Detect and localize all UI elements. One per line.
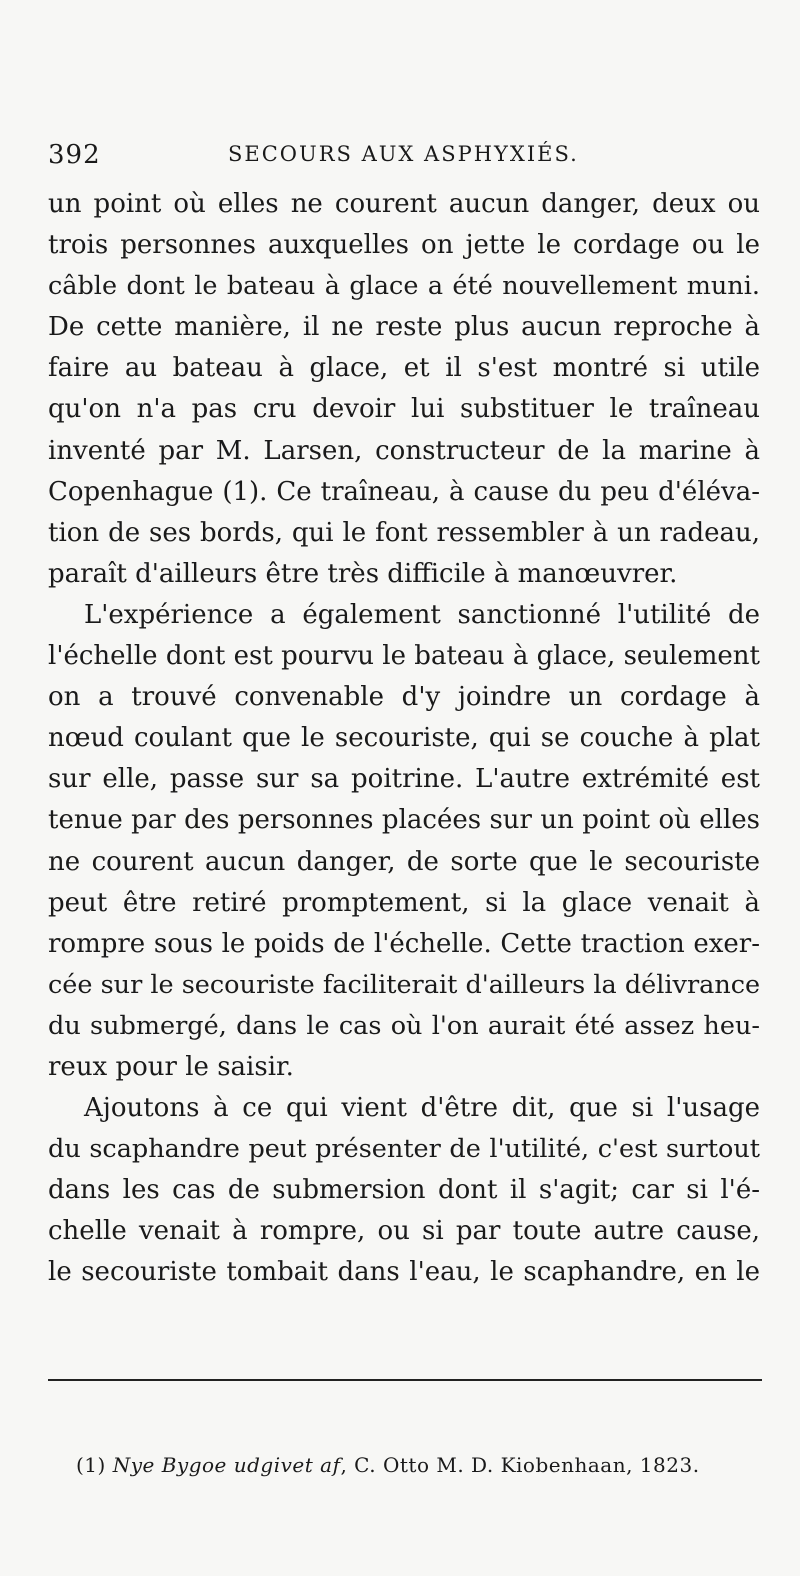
text-line: inventé par M. Larsen, constructeur de la marine à: [48, 435, 760, 466]
footnote-marker: (1): [76, 1453, 106, 1477]
text-line: nœud coulant que le secouriste, qui se couche à plat: [48, 723, 760, 754]
text-line: du submergé, dans le cas où l'on aurait été assez heu-: [48, 1010, 760, 1041]
text-line: sur elle, passe sur sa poitrine. L'autre extrémité est: [48, 764, 760, 795]
text-line: rompre sous le poids de l'échelle. Cette traction exer-: [48, 928, 760, 959]
running-title: SECOURS AUX ASPHYXIÉS.: [228, 142, 579, 166]
text-line: trois personnes auxquelles on jette le cordage ou le: [48, 230, 760, 261]
footnote-citation: , C. Otto M. D. Kiobenhaan, 1823.: [340, 1453, 700, 1477]
text-line: on a trouvé convenable d'y joindre un cordage à: [48, 682, 760, 713]
footnote-rule: [48, 1379, 762, 1381]
text-line: un point où elles ne courent aucun danger, deux ou: [48, 189, 760, 219]
page-header: [48, 140, 760, 176]
body-text: [48, 184, 760, 1294]
text-line: cée sur le secouriste faciliterait d'ailleurs la délivrance: [48, 969, 761, 1000]
text-line: tion de ses bords, qui le font ressembler à un radeau,: [48, 517, 760, 548]
text-line: ne courent aucun danger, de sorte que le secouriste: [48, 846, 760, 877]
text-line: Ajoutons à ce qui vient d'être dit, que si l'usage: [84, 1093, 760, 1124]
text-line: câble dont le bateau à glace a été nouvellement muni.: [48, 271, 760, 302]
text-line: dans les cas de submersion dont il s'agit; car si l'é-: [48, 1175, 760, 1206]
text-line: De cette manière, il ne reste plus aucun reproche à: [48, 312, 760, 343]
page-number: 392: [48, 140, 101, 170]
text-line: qu'on n'a pas cru devoir lui substituer le traîneau: [48, 394, 760, 425]
text-line: Copenhague (1). Ce traîneau, à cause du peu d'éléva-: [48, 476, 760, 507]
text-line: chelle venait à rompre, ou si par toute autre cause,: [48, 1216, 760, 1247]
text-line: faire au bateau à glace, et il s'est montré si utile: [48, 353, 760, 384]
footnote-title: Nye Bygoe udgivet af: [112, 1453, 341, 1477]
text-line: l'échelle dont est pourvu le bateau à glace, seulement: [48, 641, 760, 672]
text-line: le secouriste tombait dans l'eau, le scaphandre, en le: [48, 1257, 760, 1288]
text-line: reux pour le saisir.: [48, 1051, 294, 1082]
footnote: [76, 1453, 766, 1477]
text-line: tenue par des personnes placées sur un point où elles: [48, 805, 760, 836]
text-line: paraît d'ailleurs être très difficile à manœuvrer.: [48, 558, 678, 589]
text-line: peut être retiré promptement, si la glace venait à: [48, 887, 760, 918]
text-line: L'expérience a également sanctionné l'utilité de: [84, 599, 760, 630]
text-line: du scaphandre peut présenter de l'utilité, c'est surtout: [48, 1134, 760, 1165]
